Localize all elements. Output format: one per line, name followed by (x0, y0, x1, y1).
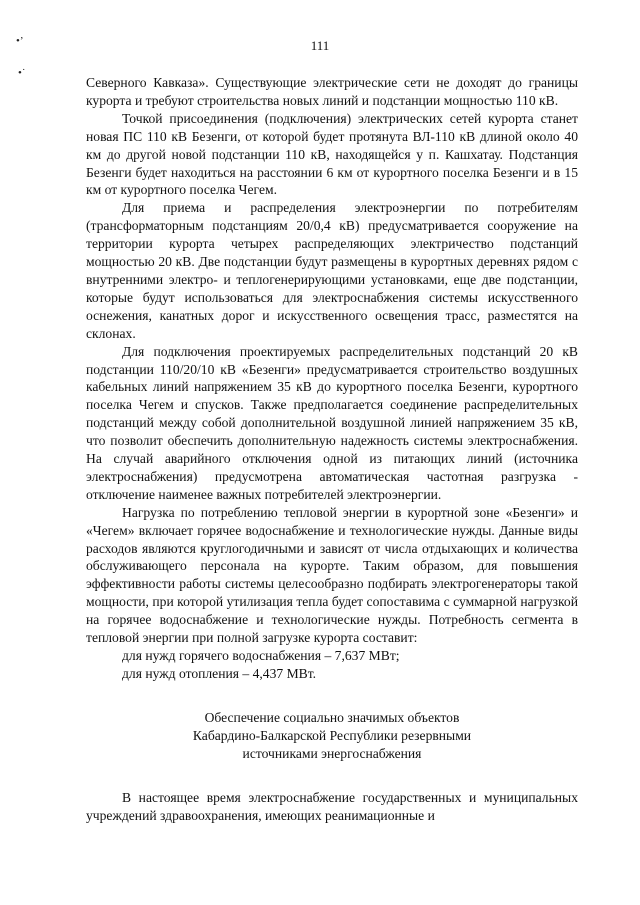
scan-artifact-mark: •˙ (18, 67, 26, 79)
paragraph: Для приема и распределения электроэнергии по потребителям (трансформаторным подстанциям 20/0,4 кВ) предусматривается сооружение на территории курорта четырех распределяющих электричество подстанций мощностью 20 кВ. Две подстанции будут размещены в курортных деревнях рядом с внутренними электро- и теплогенерирующими установками, еще две подстанции, которые будут использоваться для электроснабжения системы искусственного оснежения, канатных дорог и искусственного освещения трасс, разместятся на склонах. (86, 200, 578, 341)
scan-artifact-mark: •’ (16, 35, 24, 47)
section-heading (86, 709, 578, 763)
paragraph: В настоящее время электроснабжение государственных и муниципальных учреждений здравоохранения, имеющих реанимационные и (86, 789, 578, 823)
heading-line: Кабардино-Балкарской Республики резервными (192, 727, 472, 743)
paragraph: Для подключения проектируемых распределительных подстанций 20 кВ подстанции 110/20/10 кВ «Безенги» предусматривается строительство воздушных кабельных линий напряжением 35 кВ до курортного поселка Безенги, курортного поселка Чегем и спусков. Также предполагается соединение распределительных подстанций между собой дополнительной воздушной линией напряжением 35 кВ, что позволит обеспечить дополнительную надежность системы электроснабжения. На случай аварийного отключения одной из питающих линий (источника электроснабжения) предусмотрена автоматическая частотная разгрузка - отключение наименее важных потребителей электроэнергии. (86, 343, 578, 502)
heading-line: Обеспечение социально значимых объектов (204, 709, 460, 725)
heading-line: источниками энергоснабжения (242, 745, 422, 761)
document-body (86, 74, 578, 825)
list-item: для нужд горячего водоснабжения – 7,637 МВт; (122, 648, 400, 663)
paragraph: Точкой присоединения (подключения) электрических сетей курорта станет новая ПС 110 кВ Безенги, от которой будет протянута ВЛ-110 кВ длиной около 40 км до другой новой подстанции 110 кВ, находящейся у п. Кашхатау. Подстанция Безенги будет находиться на расстоянии 6 км от курортного поселка Безенги и в 15 км от курортного поселка Чегем. (86, 110, 578, 198)
paragraph: Нагрузка по потреблению тепловой энергии в курортной зоне «Безенги» и «Чегем» включает горячее водоснабжение и технологические нужды. Данные виды расходов являются круглогодичными и зависят от числа отдыхающих и количества обслуживающего персонала на курорте. Таким образом, для повышения эффективности работы системы целесообразно подбирать электрогенераторы такой мощности, при которой утилизация тепла будет сопоставима с суммарной нагрузкой на горячее водоснабжение и технологические нужды. Потребность сегмента в тепловой энергии при полной загрузке курорта составит: (86, 504, 578, 646)
paragraph: Северного Кавказа». Существующие электрические сети не доходят до границы курорта и требуют строительства новых линий и подстанции мощностью 110 кВ. (86, 75, 578, 108)
list-item: для нужд отопления – 4,437 МВт. (122, 665, 317, 681)
page-number: 111 (310, 38, 330, 53)
